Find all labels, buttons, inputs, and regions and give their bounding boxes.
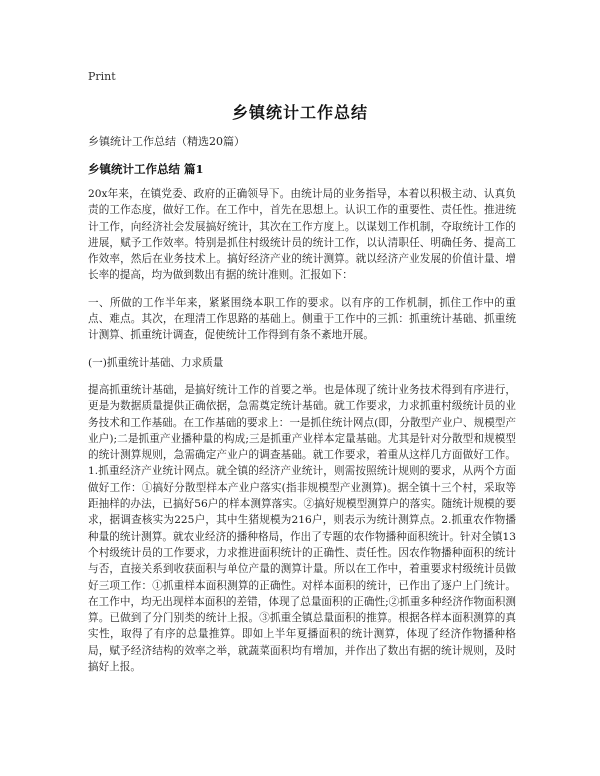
paragraph-intro: 20x年来，在镇党委、政府的正确领导下。由统计局的业务指导，本着以积极主动、认真负责的工作态度，做好工作。在工作中，首先在思想上。认识工作的重要性、责任性。推进统计工作，向经济社会发展搞好统计，其次在工作方度上。以谋划工作机制，夺取统计工作的进展，赋予工作效率。特别是抓住村级统计员的统计工作，以认清职任、明确任务、提高工作效率，然后在业务技术上。搞好经济产业的统计测算。就以经济产业发展的价值计量、增长率的提高，均为做到数出有据的统计准则。汇报如下： xyxy=(88,188,516,282)
print-label[interactable]: Print xyxy=(88,70,116,83)
document-title: 乡镇统计工作总结 xyxy=(231,103,368,122)
paragraph-subheading: (一)抓重统计基础、力求质量 xyxy=(88,356,224,369)
section-heading: 乡镇统计工作总结 篇1 xyxy=(88,162,204,176)
paragraph-details: 提高抓重统计基础，是搞好统计工作的首要之举。也是体现了统计业务技术得到有序进行，更是为数据质量提供正确依据，急需奠定统计基础。就工作要求，力求抓重村级统计员的业务技术和工作基础。在工作基础的要求上：一是抓住统计网点(即，分散型产业户、规模型产业户);二是抓重产业播种量的构成;三是抓重产业样本定量基础。尤其是针对分散型和规模型的统计测算规则，急需确定产业户的调查基础。就工作要求，着重从这样几方面做好工作。1.抓重经济产业统计网点。就全镇的经济产业统计，则需按照统计规则的要求，从两个方面做好工作：①搞好分散型样本产业户落实(指非规模型产业测算)。据全镇十三个村，采取等距抽样的办法，已搞好56户的样本测算落实。②搞好规模型测算户的落实。随统计规模的要求，据调查核实为225户，其中生猪规模为216户，则表示为统计测算点。2.抓重农作物播种量的统计测算。就农业经济的播种格局，作出了专题的农作物播种面积统计。针对全镇13个村级统计员的工作要求，力求推进面积统计的正确性、责任性。因农作物播种面积的统计与否，直接关系到收获面积与单位产量的测算计量。所以在工作中，着重要求村级统计员做好三项工作：①抓重样本面积测算的正确性。对样本面积的统计，已作出了逐户上门统计。在工作中，均无出现样本面积的差错，体现了总量面积的正确性;②抓重多种经济作物面积测算。已做到了分门别类的统计上报。③抓重全镇总量面积的推算。根据各样本面积测算的真实性，取得了有序的总量推算。即如上半年夏播面积的统计测算，体现了经济作物播种格局，赋予经济结构的效率之举，就蔬菜面积均有增加，并作出了数出有据的统计规则，及时搞好上报。 xyxy=(88,383,516,674)
document-subtitle: 乡镇统计工作总结（精选20篇） xyxy=(88,135,245,148)
paragraph-overview: 一、所做的工作半年来，紧紧围绕本职工作的要求。以有序的工作机制，抓住工作中的重点、难点。其次，在理清工作思路的基础上。侧重于工作中的三抓：抓重统计基础、抓重统计测算、抓重统计调查，促使统计工作得到有条不紊地开展。 xyxy=(88,296,516,342)
document-body xyxy=(88,186,516,686)
